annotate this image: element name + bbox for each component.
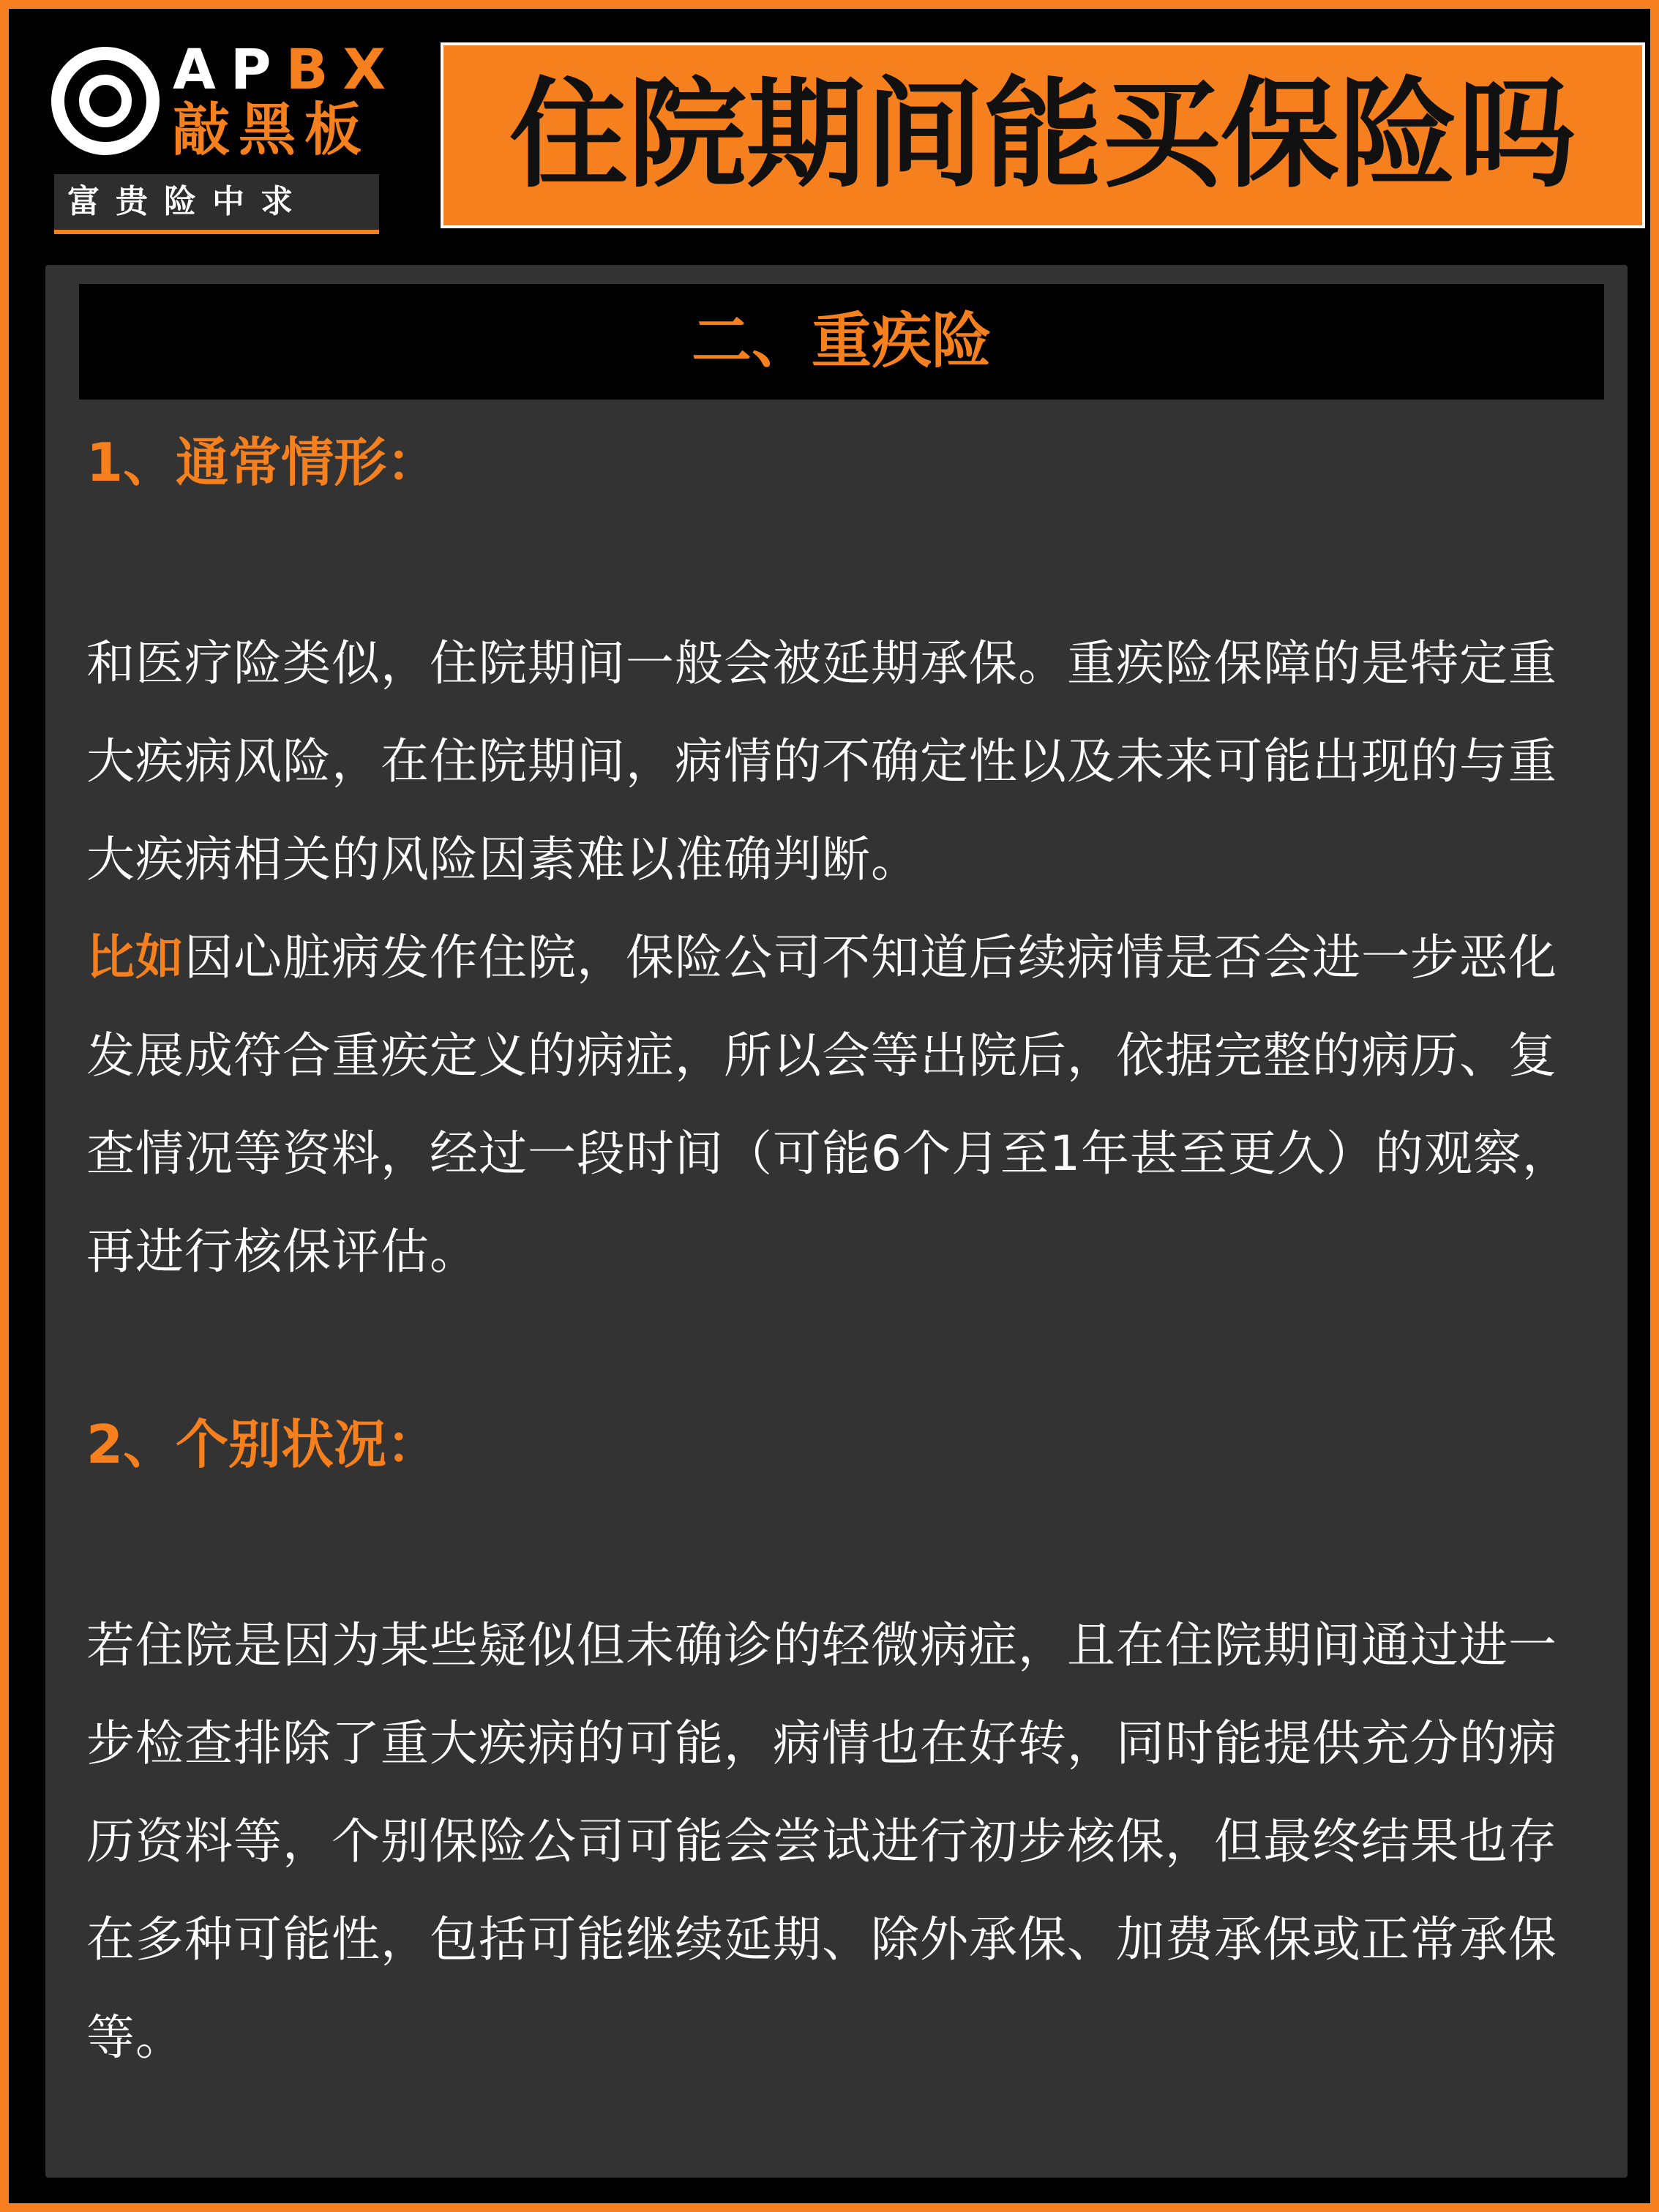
brand-latin-white: AP	[173, 37, 286, 102]
subheading-special-case: 2、个别状况：	[86, 1414, 440, 1475]
paragraph-example	[86, 909, 1579, 1301]
paragraph-normal-case: 和医疗险类似，住院期间一般会被延期承保。重疾险保障的是特定重大疾病风险，在住院期间，病情的不确定性以及未来可能出现的与重大疾病相关的风险因素难以准确判断。	[86, 635, 1557, 888]
brand-latin-orange: BX	[285, 37, 401, 102]
content-panel	[45, 265, 1628, 2178]
example-text: 因心脏病发作住院，保险公司不知道后续病情是否会进一步恶化发展成符合重疾定义的病症，所以会等出院后，依据完整的病历、复查情况等资料，经过一段时间（可能6个月至1年甚至更久）的观察，再进行核保评估。	[86, 929, 1571, 1280]
brand-chinese-name: 敲黑板	[173, 97, 371, 163]
page-title: 住院期间能买保险吗	[441, 42, 1645, 228]
paragraph-special-case: 若住院是因为某些疑似但未确诊的轻微病症，且在住院期间通过进一步检查排除了重大疾病的可能，病情也在好转，同时能提供充分的病历资料等，个别保险公司可能会尝试进行初步核保，但最终结果也存在多种可能性，包括可能继续延期、除外承保、加费承保或正常承保等。	[86, 1617, 1557, 2066]
example-label: 比如	[86, 929, 184, 986]
double-ring-logo-icon	[51, 47, 160, 155]
brand-slogan: 富贵险中求	[54, 174, 379, 234]
brand-latin-name	[173, 37, 400, 102]
section-heading: 二、重疾险	[79, 284, 1604, 400]
subheading-normal-case: 1、通常情形：	[86, 432, 440, 493]
